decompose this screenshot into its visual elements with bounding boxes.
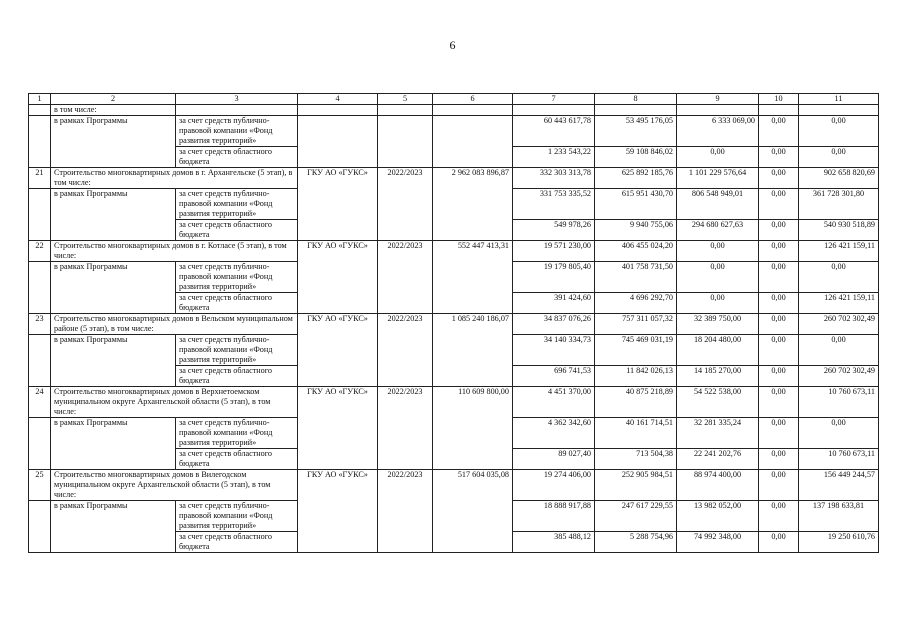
- item-org: ГКУ АО «ГУКС»: [298, 241, 378, 314]
- value-cell: 137 198 633,81: [799, 501, 879, 532]
- value-cell: 713 504,38: [595, 449, 677, 470]
- value-cell: 22 241 202,76: [677, 449, 759, 470]
- value-cell: 4 451 370,00: [513, 387, 595, 418]
- value-cell: 32 281 335,24: [677, 418, 759, 449]
- value-cell: 0,00: [799, 147, 879, 168]
- value-cell: 361 728 301,80: [799, 189, 879, 220]
- value-cell: 391 424,60: [513, 293, 595, 314]
- item-name: Строительство многоквартирных домов в г. Котласе (5 этап), в том числе:: [51, 241, 298, 262]
- value-cell: 0,00: [759, 241, 799, 262]
- item-row: [29, 387, 879, 418]
- cell: [799, 105, 879, 116]
- value-cell: 806 548 949,01: [677, 189, 759, 220]
- value-cell: 0,00: [759, 501, 799, 532]
- item-name: Строительство многоквартирных домов в Верхнетоемском муниципальном округе Архангельской области (5 этап), в том числе:: [51, 387, 298, 418]
- value-cell: 406 455 024,20: [595, 241, 677, 262]
- header-cell: 5: [378, 94, 433, 105]
- value-cell: 126 421 159,11: [799, 293, 879, 314]
- item-years: 2022/2023: [378, 470, 433, 553]
- value-cell: 1 233 543,22: [513, 147, 595, 168]
- value-cell: 294 680 627,63: [677, 220, 759, 241]
- value-cell: 247 617 229,55: [595, 501, 677, 532]
- fund-label: за счет средств публично-правовой компании «Фонд развития территорий»: [176, 116, 298, 147]
- value-cell: 4 696 292,70: [595, 293, 677, 314]
- value-cell: 902 658 820,69: [799, 168, 879, 189]
- value-cell: 540 930 518,89: [799, 220, 879, 241]
- fund-label: за счет средств публично-правовой компании «Фонд развития территорий»: [176, 262, 298, 293]
- value-cell: 4 362 342,60: [513, 418, 595, 449]
- program-label: в рамках Программы: [51, 116, 176, 168]
- value-cell: 745 469 031,19: [595, 335, 677, 366]
- value-cell: 260 702 302,49: [799, 314, 879, 335]
- value-cell: 60 443 617,78: [513, 116, 595, 147]
- value-cell: 0,00: [799, 418, 879, 449]
- value-cell: 401 758 731,50: [595, 262, 677, 293]
- item-name: Строительство многоквартирных домов в Вельском муниципальном районе (5 этап), в том числе:: [51, 314, 298, 335]
- fund-label: за счет средств публично-правовой компании «Фонд развития территорий»: [176, 418, 298, 449]
- value-cell: 549 978,26: [513, 220, 595, 241]
- item-years: 2022/2023: [378, 314, 433, 387]
- value-cell: 1 101 229 576,64: [677, 168, 759, 189]
- cell: [29, 116, 51, 168]
- item-row: [29, 168, 879, 189]
- regional-label: за счет средств областного бюджета: [176, 293, 298, 314]
- value-cell: 757 311 057,32: [595, 314, 677, 335]
- value-cell: 19 250 610,76: [799, 532, 879, 553]
- value-cell: 0,00: [759, 418, 799, 449]
- cell: [433, 116, 513, 168]
- value-cell: 6 333 069,00: [677, 116, 759, 147]
- budget-table: [28, 93, 879, 553]
- value-cell: 0,00: [759, 532, 799, 553]
- page-number: 6: [449, 38, 456, 52]
- value-cell: 0,00: [759, 262, 799, 293]
- fund-label: за счет средств публично-правовой компании «Фонд развития территорий»: [176, 189, 298, 220]
- value-cell: 0,00: [759, 116, 799, 147]
- value-cell: 53 495 176,05: [595, 116, 677, 147]
- fund-label: за счет средств публично-правовой компании «Фонд развития территорий»: [176, 501, 298, 532]
- value-cell: 10 760 673,11: [799, 387, 879, 418]
- fund-label: за счет средств публично-правовой компании «Фонд развития территорий»: [176, 335, 298, 366]
- value-cell: 10 760 673,11: [799, 449, 879, 470]
- value-cell: 0,00: [677, 293, 759, 314]
- item-number: 25: [29, 470, 51, 501]
- item-row: [29, 314, 879, 335]
- value-cell: 0,00: [799, 116, 879, 147]
- header-cell: 10: [759, 94, 799, 105]
- value-cell: 0,00: [759, 387, 799, 418]
- value-cell: 156 449 244,57: [799, 470, 879, 501]
- item-years: 2022/2023: [378, 387, 433, 470]
- value-cell: 0,00: [799, 335, 879, 366]
- regional-label: за счет средств областного бюджета: [176, 220, 298, 241]
- cell: [677, 105, 759, 116]
- header-cell: 4: [298, 94, 378, 105]
- value-cell: 252 905 984,51: [595, 470, 677, 501]
- header-row: [29, 94, 879, 105]
- value-cell: 9 940 755,06: [595, 220, 677, 241]
- regional-label: за счет средств областного бюджета: [176, 532, 298, 553]
- value-cell: 0,00: [677, 147, 759, 168]
- item-name: Строительство многоквартирных домов в г. Архангельске (5 этап), в том числе:: [51, 168, 298, 189]
- value-cell: 0,00: [677, 262, 759, 293]
- header-cell: 6: [433, 94, 513, 105]
- value-cell: 0,00: [677, 241, 759, 262]
- item-number: 23: [29, 314, 51, 335]
- item-org: ГКУ АО «ГУКС»: [298, 387, 378, 470]
- value-cell: 11 842 026,13: [595, 366, 677, 387]
- item-row: [29, 470, 879, 501]
- value-cell: 34 837 076,26: [513, 314, 595, 335]
- value-cell: 88 974 400,00: [677, 470, 759, 501]
- value-cell: 54 522 538,00: [677, 387, 759, 418]
- value-cell: 5 288 754,96: [595, 532, 677, 553]
- item-total: 1 085 240 186,07: [433, 314, 513, 387]
- value-cell: 13 982 052,00: [677, 501, 759, 532]
- value-cell: 74 992 348,00: [677, 532, 759, 553]
- item-org: ГКУ АО «ГУКС»: [298, 470, 378, 553]
- value-cell: 0,00: [759, 335, 799, 366]
- value-cell: 0,00: [759, 470, 799, 501]
- value-cell: 32 389 750,00: [677, 314, 759, 335]
- value-cell: 18 204 480,00: [677, 335, 759, 366]
- header-cell: 1: [29, 94, 51, 105]
- program-label: в рамках Программы: [51, 501, 176, 553]
- cell: [759, 105, 799, 116]
- value-cell: 126 421 159,11: [799, 241, 879, 262]
- value-cell: 696 741,53: [513, 366, 595, 387]
- program-label: в рамках Программы: [51, 189, 176, 241]
- value-cell: 0,00: [759, 366, 799, 387]
- cell: [298, 105, 378, 116]
- value-cell: 260 702 302,49: [799, 366, 879, 387]
- header-cell: 2: [51, 94, 176, 105]
- header-cell: 8: [595, 94, 677, 105]
- value-cell: 0,00: [799, 262, 879, 293]
- regional-label: за счет средств областного бюджета: [176, 366, 298, 387]
- value-cell: 59 108 846,02: [595, 147, 677, 168]
- value-cell: 40 161 714,51: [595, 418, 677, 449]
- cell: [29, 189, 51, 241]
- value-cell: 19 274 406,00: [513, 470, 595, 501]
- value-cell: 19 571 230,00: [513, 241, 595, 262]
- item-number: 21: [29, 168, 51, 189]
- value-cell: 331 753 335,52: [513, 189, 595, 220]
- value-cell: 0,00: [759, 189, 799, 220]
- value-cell: 19 179 805,40: [513, 262, 595, 293]
- value-cell: 89 027,40: [513, 449, 595, 470]
- value-cell: 0,00: [759, 147, 799, 168]
- value-cell: 0,00: [759, 449, 799, 470]
- cell: [29, 501, 51, 553]
- item-total: 552 447 413,31: [433, 241, 513, 314]
- value-cell: 0,00: [759, 293, 799, 314]
- value-cell: 0,00: [759, 220, 799, 241]
- table-row: [29, 105, 879, 116]
- regional-label: за счет средств областного бюджета: [176, 449, 298, 470]
- including-label: в том числе:: [51, 105, 176, 116]
- value-cell: 14 185 270,00: [677, 366, 759, 387]
- item-name: Строительство многоквартирных домов в Вилегодском муниципальном округе Архангельской области (5 этап), в том числе:: [51, 470, 298, 501]
- cell: [378, 116, 433, 168]
- item-total: 2 962 083 896,87: [433, 168, 513, 241]
- cell: [513, 105, 595, 116]
- value-cell: 40 875 218,89: [595, 387, 677, 418]
- header-cell: 3: [176, 94, 298, 105]
- item-number: 24: [29, 387, 51, 418]
- program-label: в рамках Программы: [51, 418, 176, 470]
- program-label: в рамках Программы: [51, 262, 176, 314]
- cell: [29, 335, 51, 387]
- cell: [378, 105, 433, 116]
- regional-label: за счет средств областного бюджета: [176, 147, 298, 168]
- item-number: 22: [29, 241, 51, 262]
- header-cell: 9: [677, 94, 759, 105]
- cell: [433, 105, 513, 116]
- value-cell: 34 140 334,73: [513, 335, 595, 366]
- item-years: 2022/2023: [378, 241, 433, 314]
- header-cell: 11: [799, 94, 879, 105]
- item-total: 110 609 800,00: [433, 387, 513, 470]
- value-cell: 18 888 917,88: [513, 501, 595, 532]
- cell: [176, 105, 298, 116]
- value-cell: 625 892 185,76: [595, 168, 677, 189]
- item-years: 2022/2023: [378, 168, 433, 241]
- cell: [29, 418, 51, 470]
- cell: [29, 262, 51, 314]
- program-label: в рамках Программы: [51, 335, 176, 387]
- item-org: ГКУ АО «ГУКС»: [298, 168, 378, 241]
- item-total: 517 604 035,08: [433, 470, 513, 553]
- item-row: [29, 241, 879, 262]
- cell: [29, 105, 51, 116]
- cell: [595, 105, 677, 116]
- item-org: ГКУ АО «ГУКС»: [298, 314, 378, 387]
- value-cell: 385 488,12: [513, 532, 595, 553]
- header-cell: 7: [513, 94, 595, 105]
- cell: [298, 116, 378, 168]
- value-cell: 0,00: [759, 168, 799, 189]
- value-cell: 0,00: [759, 314, 799, 335]
- value-cell: 615 951 430,70: [595, 189, 677, 220]
- table-row: [29, 116, 879, 147]
- value-cell: 332 303 313,78: [513, 168, 595, 189]
